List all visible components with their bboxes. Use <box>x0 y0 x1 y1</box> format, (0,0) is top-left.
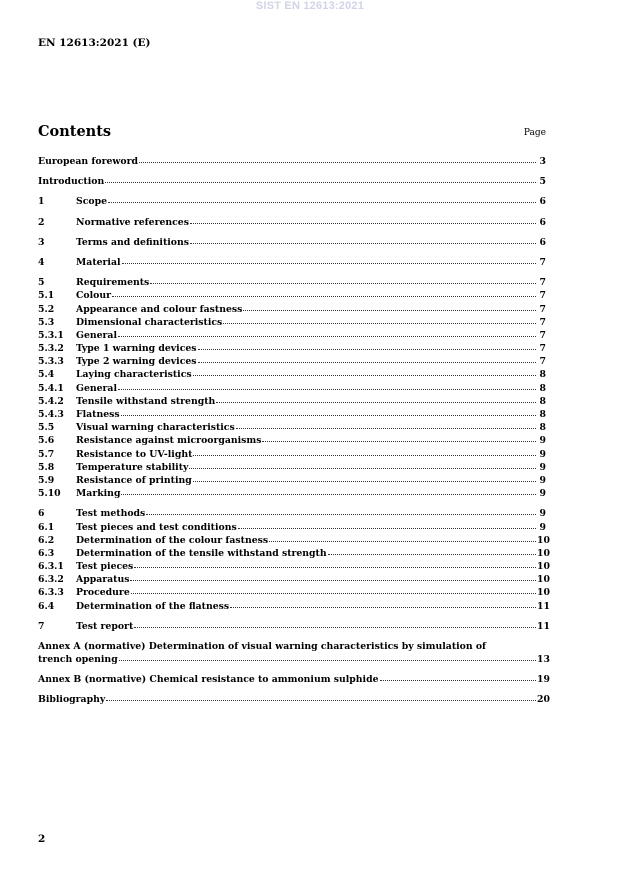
toc-entry-number: 5.3.2 <box>38 343 64 355</box>
toc-entry[interactable] <box>38 461 546 474</box>
dot-leader <box>189 467 536 469</box>
bibliography-title: Bibliography <box>38 694 106 705</box>
toc-entry-number: 5.7 <box>38 448 55 460</box>
toc-entry[interactable] <box>38 507 546 520</box>
toc-entry[interactable] <box>38 448 546 461</box>
toc-entry[interactable] <box>38 487 546 500</box>
toc-entry-number: 6.4 <box>38 600 55 612</box>
dot-leader <box>118 335 536 337</box>
toc-entry-page: 6 <box>539 236 546 248</box>
toc-entry-number: 4 <box>38 256 45 268</box>
toc-entry[interactable] <box>38 216 546 229</box>
dot-leader <box>223 322 536 324</box>
toc-entry[interactable] <box>38 521 546 534</box>
dot-leader <box>190 242 536 244</box>
toc-entry[interactable] <box>38 547 550 560</box>
toc-entry[interactable] <box>38 175 546 188</box>
toc-entry[interactable] <box>38 155 546 168</box>
dot-leader <box>122 262 536 264</box>
toc-entry-number: 7 <box>38 620 45 632</box>
toc-entry-page: 10 <box>537 534 550 546</box>
toc-entry-number: 5.5 <box>38 422 55 434</box>
toc-entry-page: 3 <box>539 156 546 167</box>
dot-leader <box>134 626 536 628</box>
toc-entry-title: Appearance and colour fastness <box>76 303 243 315</box>
toc-entry[interactable] <box>38 256 546 269</box>
toc-entry-title: General <box>76 329 117 341</box>
toc-entry-title: Resistance to UV-light <box>76 448 193 460</box>
toc-entry-page: 7 <box>539 277 546 289</box>
toc-entry-page: 9 <box>539 474 546 486</box>
dot-leader <box>198 348 536 350</box>
dot-leader <box>193 480 536 482</box>
watermark: SIST EN 12613:2021 <box>255 0 365 12</box>
toc-entry-title: General <box>76 382 117 394</box>
dot-leader <box>108 201 536 203</box>
toc-entry-page: 6 <box>539 216 546 228</box>
dot-leader <box>139 161 536 163</box>
page-column-label: Page <box>523 128 546 138</box>
toc-entry[interactable] <box>38 534 550 547</box>
toc-entry-page: 9 <box>539 508 546 520</box>
toc-entry-page: 9 <box>539 448 546 460</box>
toc-entry-number: 5.4.3 <box>38 409 64 420</box>
toc-entry[interactable] <box>38 195 546 208</box>
toc-entry[interactable] <box>38 408 546 421</box>
toc-entry-title: Introduction <box>38 176 105 188</box>
toc-entry-title: Type 1 warning devices <box>76 343 197 355</box>
dot-leader <box>121 493 536 495</box>
dot-leader <box>105 181 536 183</box>
toc-entry-number: 5.6 <box>38 435 55 447</box>
toc-entry-number: 5 <box>38 277 45 289</box>
annex-a-title-line2: trench opening <box>38 654 118 665</box>
toc-entry-number: 6.3.2 <box>38 574 64 586</box>
dot-leader <box>216 401 536 403</box>
annex-a-title-line1: Annex A (normative) Determination of visual warning characteristics by simulation of <box>38 641 487 652</box>
dot-leader <box>146 513 536 515</box>
toc-entry-page: 8 <box>539 422 546 434</box>
toc-entry-title: Determination of the tensile withstand strength <box>76 547 327 559</box>
toc-entry-page: 9 <box>539 435 546 447</box>
toc-entry-page: 11 <box>537 620 550 632</box>
toc-entry[interactable] <box>38 303 546 316</box>
annex-b-page: 19 <box>537 674 550 685</box>
toc-entry[interactable] <box>38 329 546 342</box>
toc-entry-page: 8 <box>539 369 546 381</box>
page-number: 2 <box>38 833 46 845</box>
dot-leader <box>150 282 536 284</box>
toc-entry-title: Terms and definitions <box>76 236 189 248</box>
toc-entry-number: 1 <box>38 196 45 208</box>
toc-entry[interactable] <box>38 600 550 613</box>
annex-a-page: 13 <box>537 654 550 665</box>
toc-entry-number: 5.9 <box>38 474 55 486</box>
dot-leader <box>193 454 536 456</box>
toc-entry[interactable] <box>38 236 546 249</box>
toc-entry-page: 7 <box>539 316 546 328</box>
dot-leader <box>112 295 536 297</box>
dot-leader <box>131 592 536 594</box>
toc-entry-number: 6.1 <box>38 521 55 533</box>
dot-leader <box>130 579 536 581</box>
toc-entry-number: 5.4.1 <box>38 382 64 394</box>
toc-entry[interactable] <box>38 474 546 487</box>
dot-leader <box>119 659 536 661</box>
toc-entry-page: 9 <box>539 461 546 473</box>
toc-entry-number: 6 <box>38 508 45 520</box>
toc-entry-title: Flatness <box>76 409 120 420</box>
toc-entry-number: 5.8 <box>38 461 55 473</box>
toc-entry-number: 5.3.3 <box>38 356 64 368</box>
dot-leader <box>236 427 536 429</box>
toc-entry-page: 9 <box>539 488 546 500</box>
toc-entry[interactable] <box>38 316 546 329</box>
toc-entry[interactable] <box>38 368 546 381</box>
toc-entry-bibliography[interactable] <box>38 693 550 706</box>
dot-leader <box>134 566 536 568</box>
toc-entry[interactable] <box>38 573 550 586</box>
toc-entry-page: 7 <box>539 329 546 341</box>
toc-entry[interactable] <box>38 289 546 302</box>
toc-entry[interactable] <box>38 342 546 355</box>
toc-entry[interactable] <box>38 395 546 408</box>
dot-leader <box>198 361 536 363</box>
toc-entry-title: Dimensional characteristics <box>76 316 223 328</box>
dot-leader <box>106 699 536 701</box>
toc-entry-title: Resistance against microorganisms <box>76 435 262 447</box>
dot-leader <box>238 527 536 529</box>
toc-entry-title: Visual warning characteristics <box>76 422 235 434</box>
toc-entry-page: 5 <box>539 176 546 188</box>
toc-entry-title: Laying characteristics <box>76 369 192 381</box>
toc-entry[interactable] <box>38 382 546 395</box>
dot-leader <box>230 606 536 608</box>
dot-leader <box>243 309 536 311</box>
dot-leader <box>269 540 536 542</box>
toc-entry-number: 3 <box>38 236 45 248</box>
toc-entry-title: Determination of the colour fastness <box>76 534 269 546</box>
toc-entry-title: Marking <box>76 488 121 500</box>
toc-entry-number: 6.3 <box>38 547 55 559</box>
toc-entry-number: 5.10 <box>38 488 61 500</box>
toc-entry-title: Determination of the flatness <box>76 600 230 612</box>
toc-entry-number: 5.1 <box>38 290 55 302</box>
toc-entry-number: 2 <box>38 216 45 228</box>
dot-leader <box>190 222 536 224</box>
bibliography-page: 20 <box>537 694 550 705</box>
dot-leader <box>193 374 536 376</box>
toc-entry-title: Tensile withstand strength <box>76 395 216 407</box>
toc-entry-title: Material <box>76 256 121 268</box>
toc-entry-page: 10 <box>537 561 550 573</box>
toc-entry-page: 9 <box>539 521 546 533</box>
table-of-contents <box>38 155 550 706</box>
toc-entry-number: 5.4.2 <box>38 395 64 407</box>
toc-entry-title: European foreword <box>38 156 138 167</box>
toc-entry-page: 7 <box>539 356 546 368</box>
toc-entry[interactable] <box>38 620 550 633</box>
toc-entry-number: 6.3.1 <box>38 561 64 573</box>
document-id: EN 12613:2021 (E) <box>38 37 151 49</box>
toc-entry-title: Test pieces <box>76 561 134 573</box>
toc-entry[interactable] <box>38 560 550 573</box>
toc-entry-number: 5.4 <box>38 369 55 381</box>
toc-entry-title: Colour <box>76 290 111 302</box>
toc-entry-page: 10 <box>537 587 550 599</box>
toc-entry-page: 6 <box>539 196 546 208</box>
toc-entry-title: Type 2 warning devices <box>76 356 197 368</box>
toc-entry-title: Procedure <box>76 587 130 599</box>
toc-entry-title: Apparatus <box>76 574 130 586</box>
toc-entry-number: 6.2 <box>38 534 55 546</box>
dot-leader <box>262 440 536 442</box>
toc-entry[interactable] <box>38 434 546 447</box>
dot-leader <box>121 414 536 416</box>
toc-entry-title: Test methods <box>76 508 146 520</box>
dot-leader <box>380 679 536 681</box>
toc-entry-title: Requirements <box>76 277 150 289</box>
toc-entry-number: 6.3.3 <box>38 587 64 599</box>
toc-entry-title: Resistance of printing <box>76 474 192 486</box>
toc-entry-page: 8 <box>539 409 546 420</box>
toc-entry-title: Temperature stability <box>76 461 189 473</box>
toc-entry[interactable] <box>38 355 546 368</box>
toc-entry-page: 8 <box>539 382 546 394</box>
toc-entry-page: 10 <box>537 574 550 586</box>
toc-entry-page: 7 <box>539 303 546 315</box>
toc-entry-page: 7 <box>539 290 546 302</box>
toc-entry[interactable] <box>38 586 550 599</box>
dot-leader <box>328 553 536 555</box>
toc-entry-annex-a[interactable] <box>38 640 550 666</box>
toc-entry-page: 7 <box>539 343 546 355</box>
toc-entry-page: 7 <box>539 256 546 268</box>
toc-entry-page: 8 <box>539 395 546 407</box>
toc-entry-title: Test pieces and test conditions <box>76 521 237 533</box>
toc-entry[interactable] <box>38 421 546 434</box>
toc-entry-title: Scope <box>76 196 107 208</box>
toc-entry-page: 11 <box>537 600 550 612</box>
toc-entry-number: 5.3.1 <box>38 329 64 341</box>
toc-entry-number: 5.2 <box>38 303 55 315</box>
toc-entry-number: 5.3 <box>38 316 55 328</box>
page-title: Contents <box>38 123 112 140</box>
annex-b-title: Annex B (normative) Chemical resistance to ammonium sulphide <box>38 674 379 685</box>
toc-entry-annex-b[interactable] <box>38 673 550 686</box>
dot-leader <box>118 388 536 390</box>
toc-entry[interactable] <box>38 276 546 289</box>
toc-entry-title: Test report <box>76 620 134 632</box>
toc-entry-page: 10 <box>537 547 550 559</box>
toc-entry-title: Normative references <box>76 216 189 228</box>
